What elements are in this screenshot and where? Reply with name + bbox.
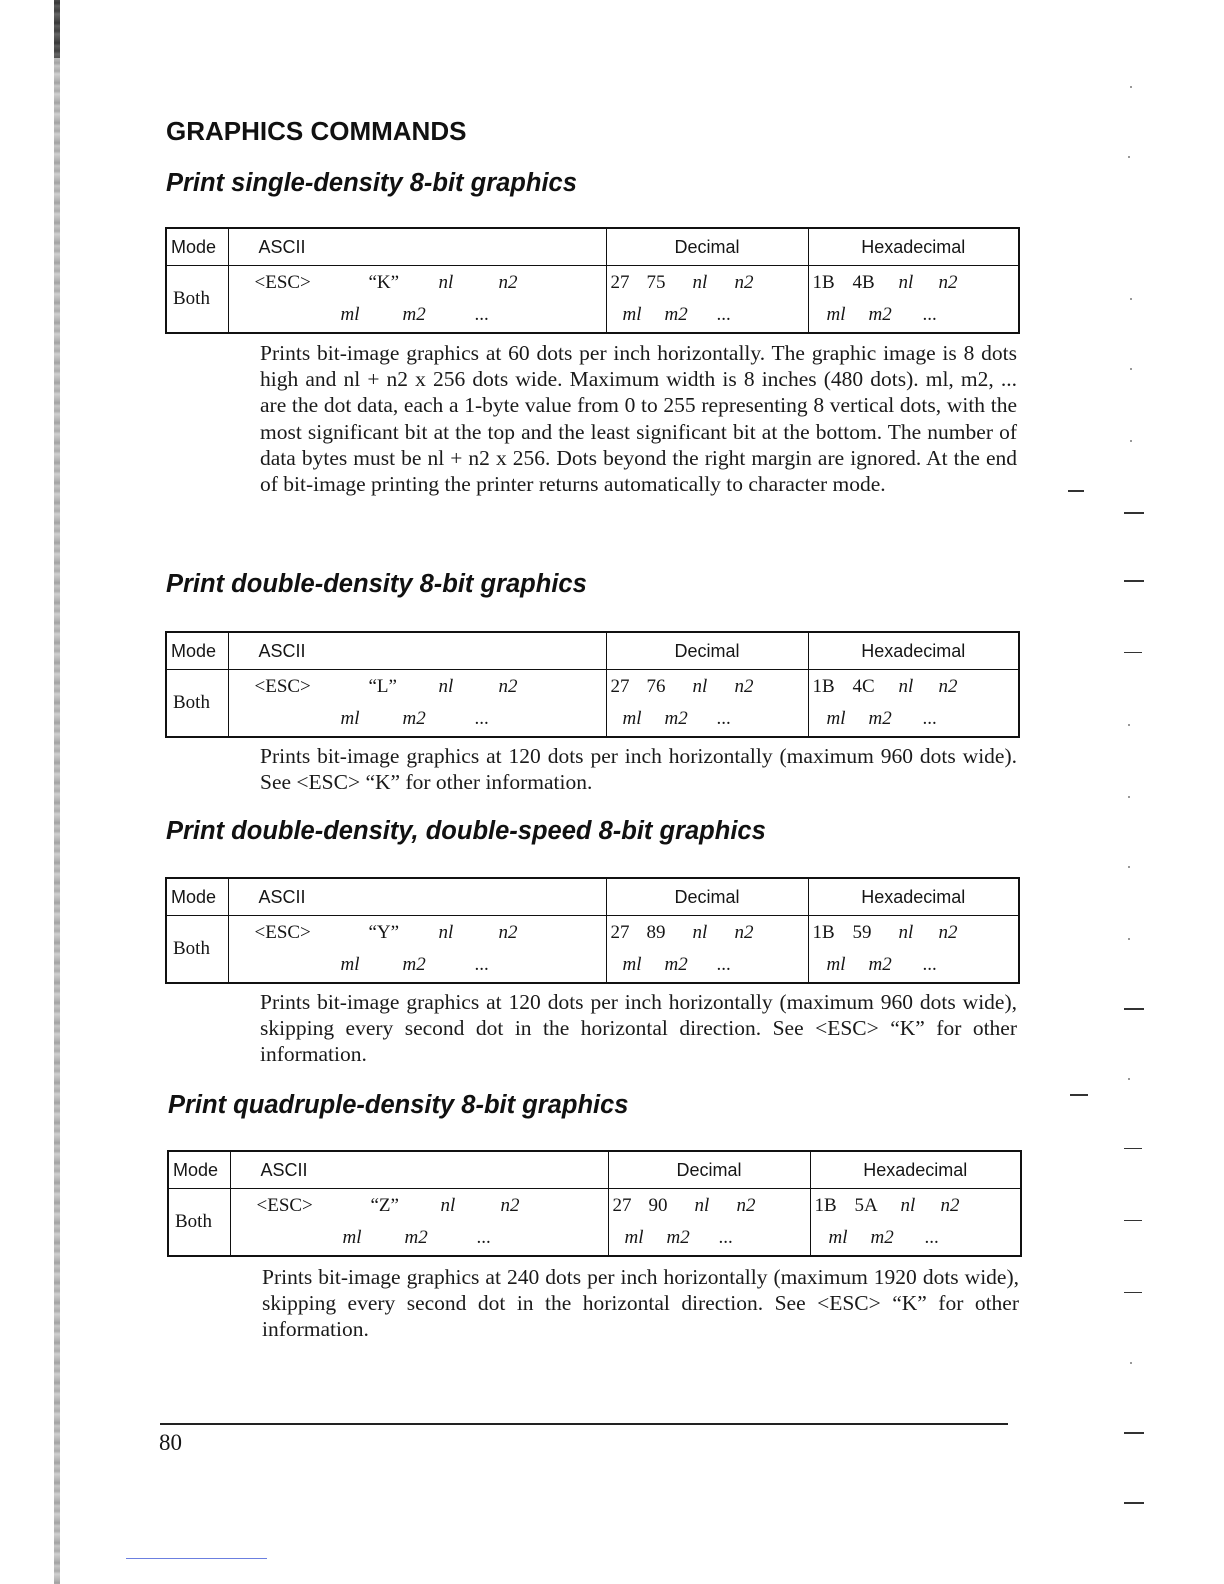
decimal-n2: n2 xyxy=(734,272,754,293)
margin-mark xyxy=(1124,512,1144,514)
command-table-single-density xyxy=(165,227,1020,334)
ascii-n2: n2 xyxy=(498,272,518,293)
margin-dot xyxy=(1130,298,1132,300)
hex-m2: m2 xyxy=(868,954,892,975)
scan-artifact-line xyxy=(126,1558,267,1559)
decimal-ellipsis: ... xyxy=(716,954,731,975)
ascii-m1: ml xyxy=(340,708,360,729)
ascii-esc: <ESC> xyxy=(254,272,311,293)
hex-n1: nl xyxy=(900,1195,916,1216)
margin-dot xyxy=(1128,796,1130,798)
decimal-ellipsis: ... xyxy=(716,304,731,325)
hex-a: 1B xyxy=(812,272,835,293)
header-decimal: Decimal xyxy=(606,878,808,916)
decimal-b: 90 xyxy=(648,1195,668,1216)
decimal-m2: m2 xyxy=(664,708,688,729)
margin-mark xyxy=(1068,490,1084,492)
section-title-single-density: Print single-density 8-bit graphics xyxy=(166,169,577,197)
ascii-esc: <ESC> xyxy=(254,676,311,697)
margin-dot xyxy=(1130,368,1132,370)
section-title-double-density-double-speed: Print double-density, double-speed 8-bit graphics xyxy=(166,817,766,845)
margin-dot xyxy=(1128,156,1130,158)
section-description: Prints bit-image graphics at 60 dots per inch horizontally. The graphic image is 8 dots high and nl + n2 x 256 dots wide. Maximum width is 8 inches (480 dots). ml, m2, ... are the dot data, each a 1-byte value from 0 to 255 representing 8 vertical dots, with the most significant bit at the top and the least significant bit at the bottom. The number of data bytes must be nl + n2 x 256. Dots beyond the right margin are ignored. At the end of bit-image printing the printer returns automatically to character mode. xyxy=(260,341,1017,497)
hex-n2: n2 xyxy=(938,922,958,943)
ascii-esc: <ESC> xyxy=(256,1195,313,1216)
decimal-m1: ml xyxy=(622,708,642,729)
header-ascii: ASCII xyxy=(228,632,606,670)
margin-mark xyxy=(1070,1094,1088,1096)
ascii-ellipsis: ... xyxy=(474,304,489,325)
decimal-m1: ml xyxy=(624,1227,644,1248)
hex-n2: n2 xyxy=(940,1195,960,1216)
header-decimal: Decimal xyxy=(608,1151,810,1189)
hex-b: 59 xyxy=(852,922,872,943)
ascii-n1: nl xyxy=(440,1195,456,1216)
hex-cell xyxy=(808,916,1019,984)
margin-dot xyxy=(1130,1362,1132,1364)
margin-mark xyxy=(1124,1220,1142,1221)
hex-n2: n2 xyxy=(938,272,958,293)
hex-b: 5A xyxy=(854,1195,878,1216)
decimal-n1: nl xyxy=(692,922,708,943)
margin-mark xyxy=(1124,1292,1142,1293)
hex-b: 4B xyxy=(852,272,875,293)
decimal-ellipsis: ... xyxy=(718,1227,733,1248)
margin-mark xyxy=(1124,1432,1144,1434)
table-header-row xyxy=(168,1151,1021,1189)
ascii-m2: m2 xyxy=(402,304,426,325)
ascii-cell xyxy=(228,670,606,738)
decimal-b: 76 xyxy=(646,676,666,697)
header-ascii: ASCII xyxy=(228,878,606,916)
ascii-n2: n2 xyxy=(498,922,518,943)
ascii-m1: ml xyxy=(340,954,360,975)
table-header-row xyxy=(166,878,1019,916)
hex-ellipsis: ... xyxy=(922,954,937,975)
header-hex: Hexadecimal xyxy=(808,632,1019,670)
table-row xyxy=(166,670,1019,738)
section-description: Prints bit-image graphics at 120 dots per inch horizontally (maximum 960 dots wide). See <ESC> “K” for other information. xyxy=(260,744,1017,795)
hex-cell xyxy=(808,266,1019,334)
header-mode: Mode xyxy=(168,1151,230,1189)
table-header-row xyxy=(166,632,1019,670)
command-table-quadruple-density xyxy=(167,1150,1022,1257)
decimal-a: 27 xyxy=(612,1195,632,1216)
decimal-cell xyxy=(606,916,808,984)
ascii-char: “L” xyxy=(368,676,397,697)
mode-cell: Both xyxy=(166,266,228,334)
mode-cell: Both xyxy=(166,916,228,984)
header-ascii: ASCII xyxy=(230,1151,608,1189)
hex-m2: m2 xyxy=(868,708,892,729)
ascii-m2: m2 xyxy=(404,1227,428,1248)
ascii-cell xyxy=(230,1189,608,1257)
margin-dot xyxy=(1130,86,1132,88)
ascii-char: “Z” xyxy=(370,1195,399,1216)
decimal-n1: nl xyxy=(694,1195,710,1216)
header-hex: Hexadecimal xyxy=(808,878,1019,916)
decimal-ellipsis: ... xyxy=(716,708,731,729)
margin-mark xyxy=(1124,652,1142,653)
command-table-double-speed xyxy=(165,877,1020,984)
decimal-m2: m2 xyxy=(664,954,688,975)
decimal-m2: m2 xyxy=(664,304,688,325)
margin-mark xyxy=(1124,1502,1144,1504)
hex-b: 4C xyxy=(852,676,875,697)
ascii-char: “Y” xyxy=(368,922,400,943)
ascii-m1: ml xyxy=(342,1227,362,1248)
binding-edge xyxy=(54,0,60,1584)
section-title-quadruple-density: Print quadruple-density 8-bit graphics xyxy=(168,1091,629,1119)
command-table-double-density xyxy=(165,631,1020,738)
decimal-cell xyxy=(608,1189,810,1257)
hex-n1: nl xyxy=(898,922,914,943)
decimal-cell xyxy=(606,670,808,738)
footer-rule xyxy=(160,1423,1008,1425)
ascii-esc: <ESC> xyxy=(254,922,311,943)
hex-m2: m2 xyxy=(868,304,892,325)
ascii-n1: nl xyxy=(438,272,454,293)
decimal-m1: ml xyxy=(622,304,642,325)
section-description: Prints bit-image graphics at 120 dots per inch horizontally (maximum 960 dots wide), skipping every second dot in the horizontal direction. See <ESC> “K” for other information. xyxy=(260,990,1017,1067)
mode-cell: Both xyxy=(168,1189,230,1257)
table-header-row xyxy=(166,228,1019,266)
section-title-double-density: Print double-density 8-bit graphics xyxy=(166,570,587,598)
ascii-n1: nl xyxy=(438,922,454,943)
hex-a: 1B xyxy=(812,922,835,943)
header-decimal: Decimal xyxy=(606,228,808,266)
hex-ellipsis: ... xyxy=(924,1227,939,1248)
ascii-cell xyxy=(228,916,606,984)
decimal-n1: nl xyxy=(692,676,708,697)
hex-m1: ml xyxy=(826,954,846,975)
header-decimal: Decimal xyxy=(606,632,808,670)
decimal-cell xyxy=(606,266,808,334)
ascii-n1: nl xyxy=(438,676,454,697)
table-row xyxy=(168,1189,1021,1257)
header-hex: Hexadecimal xyxy=(810,1151,1021,1189)
header-ascii: ASCII xyxy=(228,228,606,266)
hex-m1: ml xyxy=(826,708,846,729)
hex-m1: ml xyxy=(828,1227,848,1248)
decimal-n2: n2 xyxy=(736,1195,756,1216)
header-mode: Mode xyxy=(166,632,228,670)
margin-mark xyxy=(1124,580,1144,582)
ascii-ellipsis: ... xyxy=(476,1227,491,1248)
ascii-ellipsis: ... xyxy=(474,954,489,975)
decimal-a: 27 xyxy=(610,922,630,943)
ascii-cell xyxy=(228,266,606,334)
decimal-m1: ml xyxy=(622,954,642,975)
margin-dot xyxy=(1128,724,1130,726)
hex-cell xyxy=(810,1189,1021,1257)
hex-ellipsis: ... xyxy=(922,304,937,325)
hex-cell xyxy=(808,670,1019,738)
decimal-n1: nl xyxy=(692,272,708,293)
table-row xyxy=(166,916,1019,984)
ascii-ellipsis: ... xyxy=(474,708,489,729)
decimal-m2: m2 xyxy=(666,1227,690,1248)
header-mode: Mode xyxy=(166,878,228,916)
hex-m2: m2 xyxy=(870,1227,894,1248)
header-hex: Hexadecimal xyxy=(808,228,1019,266)
ascii-m2: m2 xyxy=(402,708,426,729)
hex-n1: nl xyxy=(898,676,914,697)
hex-a: 1B xyxy=(812,676,835,697)
decimal-n2: n2 xyxy=(734,922,754,943)
header-mode: Mode xyxy=(166,228,228,266)
decimal-a: 27 xyxy=(610,272,630,293)
decimal-b: 89 xyxy=(646,922,666,943)
ascii-n2: n2 xyxy=(498,676,518,697)
margin-mark xyxy=(1124,1148,1142,1149)
ascii-char: “K” xyxy=(368,272,400,293)
ascii-m1: ml xyxy=(340,304,360,325)
hex-a: 1B xyxy=(814,1195,837,1216)
page-title: GRAPHICS COMMANDS xyxy=(166,116,467,146)
decimal-a: 27 xyxy=(610,676,630,697)
section-description: Prints bit-image graphics at 240 dots per inch horizontally (maximum 1920 dots wide), skipping every second dot in the horizontal direction. See <ESC> “K” for other information. xyxy=(262,1265,1019,1342)
hex-m1: ml xyxy=(826,304,846,325)
margin-dot xyxy=(1128,938,1130,940)
ascii-n2: n2 xyxy=(500,1195,520,1216)
decimal-n2: n2 xyxy=(734,676,754,697)
hex-ellipsis: ... xyxy=(922,708,937,729)
margin-dot xyxy=(1128,1078,1130,1080)
ascii-m2: m2 xyxy=(402,954,426,975)
hex-n1: nl xyxy=(898,272,914,293)
margin-mark xyxy=(1124,1008,1144,1010)
decimal-b: 75 xyxy=(646,272,666,293)
margin-dot xyxy=(1128,866,1130,868)
page-number: 80 xyxy=(159,1430,182,1455)
margin-dot xyxy=(1130,440,1132,442)
hex-n2: n2 xyxy=(938,676,958,697)
table-row xyxy=(166,266,1019,334)
mode-cell: Both xyxy=(166,670,228,738)
